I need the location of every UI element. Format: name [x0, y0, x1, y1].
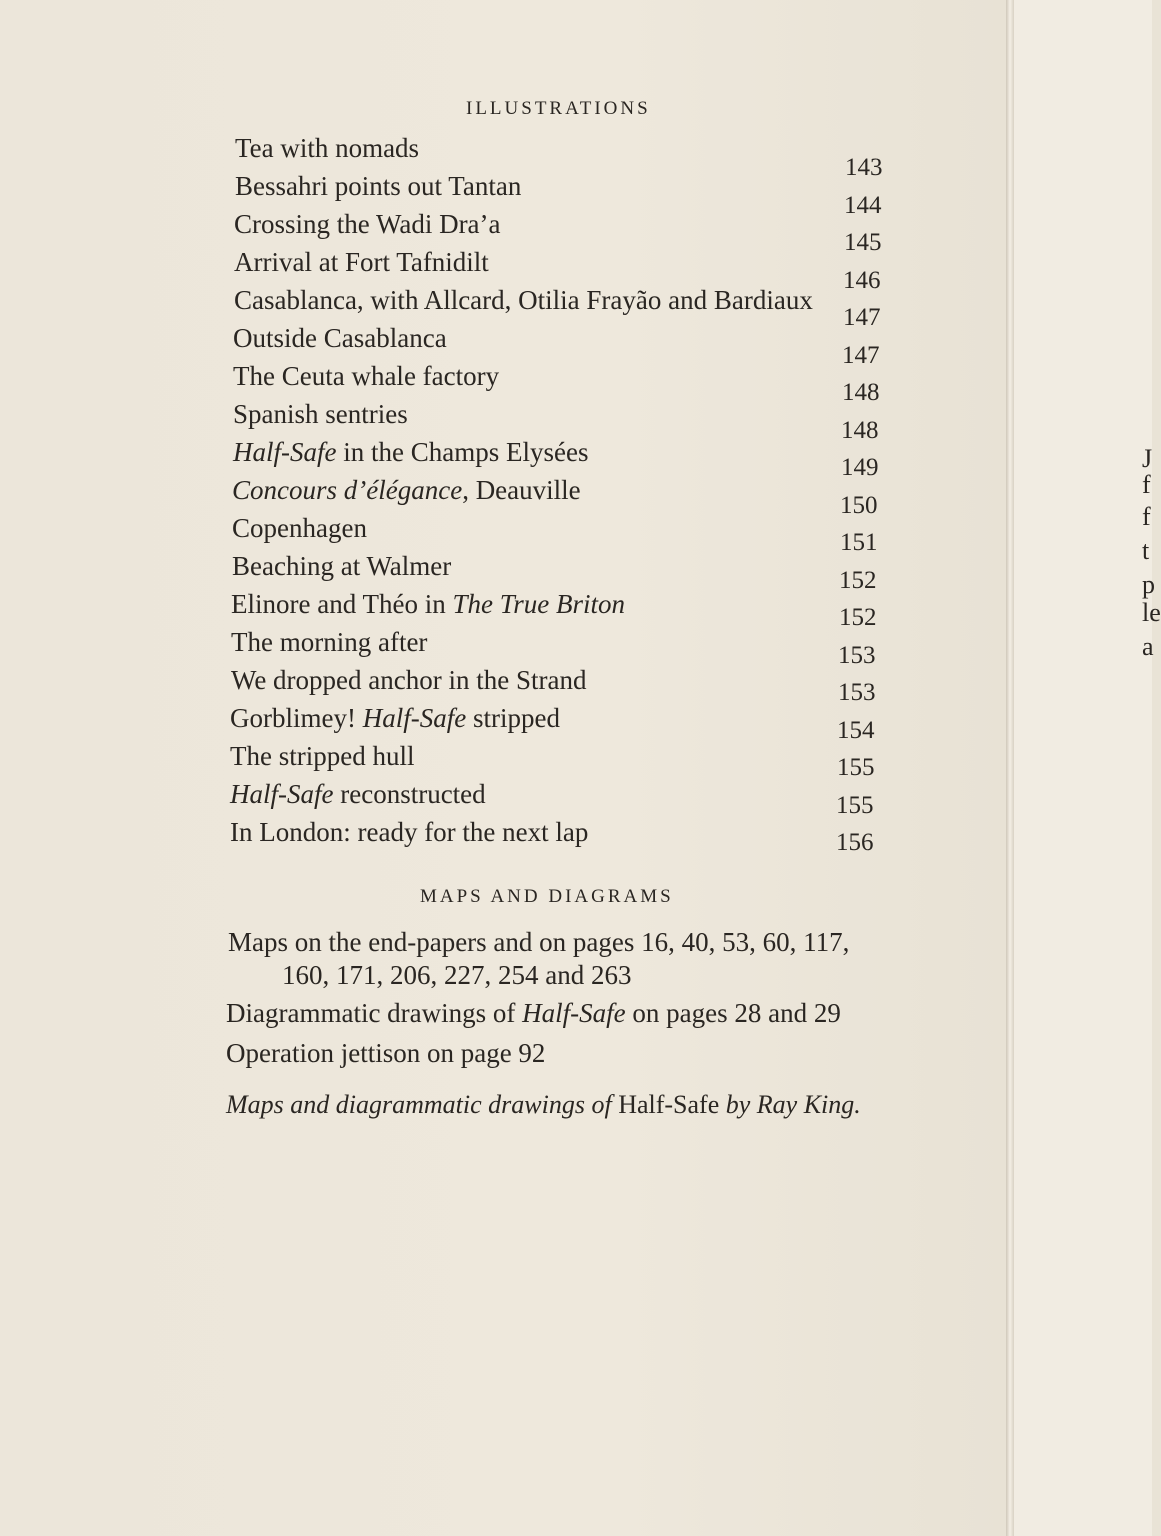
- page-edge: [1006, 0, 1014, 1536]
- illustration-page-number: 154: [837, 716, 875, 744]
- next-page-text-fragment: le: [1142, 598, 1161, 627]
- jettison-line: Operation jettison on page 92: [226, 1038, 546, 1068]
- title-segment: Outside Casablanca: [233, 323, 447, 353]
- next-page-text-fragment: f: [1142, 502, 1151, 531]
- illustration-page-number: 152: [839, 566, 877, 594]
- illustration-page-number: 149: [841, 454, 879, 481]
- illustration-page-number: 155: [837, 754, 875, 781]
- maps-credit: [226, 1090, 861, 1120]
- illustration-page-number: 148: [841, 416, 879, 444]
- maps-heading: MAPS AND DIAGRAMS: [420, 886, 674, 907]
- illustration-title: [235, 171, 521, 202]
- title-segment: in the Champs Elysées: [336, 437, 589, 467]
- illustration-title: [230, 779, 486, 810]
- illustration-title: [232, 551, 451, 582]
- next-page-text-fragment: f: [1142, 470, 1151, 499]
- illustration-page-number: 156: [836, 829, 874, 856]
- diagrams-line-pages: on pages 28 and 29: [625, 998, 841, 1028]
- italic-title-segment: The True Briton: [452, 589, 625, 619]
- illustration-page-number: 155: [836, 791, 874, 819]
- illustration-page-number: 152: [839, 604, 877, 631]
- credit-author: by Ray King.: [719, 1090, 861, 1119]
- illustration-page-number: 143: [845, 154, 883, 181]
- title-segment: Elinore and Théo in: [231, 589, 453, 619]
- next-page-text-fragment: a: [1142, 632, 1154, 661]
- maps-line-1-continued: 160, 171, 206, 227, 254 and 263: [282, 960, 632, 990]
- illustration-page-number: 147: [842, 341, 880, 369]
- italic-title-segment: Half-Safe: [233, 437, 337, 467]
- illustration-title: [233, 399, 408, 430]
- italic-title-segment: Half-Safe: [230, 779, 334, 809]
- illustration-page-number: 153: [838, 679, 876, 706]
- illustration-title: [235, 133, 419, 164]
- title-segment: Gorblimey!: [230, 703, 363, 733]
- title-segment: Bessahri points out Tantan: [235, 171, 522, 201]
- illustration-title: [233, 361, 499, 392]
- next-page-edge: [1014, 0, 1161, 1536]
- title-segment: Copenhagen: [232, 513, 367, 543]
- title-segment: Casablanca, with Allcard, Otilia Frayão and Bardiaux: [234, 285, 813, 315]
- illustration-page-number: 151: [840, 529, 878, 556]
- title-segment: In London: ready for the next lap: [230, 817, 589, 847]
- illustrations-heading: ILLUSTRATIONS: [466, 98, 651, 119]
- illustration-page-number: 153: [838, 641, 876, 669]
- title-segment: , Deauville: [462, 475, 581, 505]
- illustration-page-number: 146: [843, 266, 881, 294]
- illustration-title: [233, 437, 588, 468]
- italic-title-segment: Concours d’élégance: [232, 475, 463, 505]
- italic-title-segment: Half-Safe: [362, 703, 467, 733]
- illustration-title: [231, 627, 427, 658]
- illustration-title: [231, 665, 586, 696]
- next-page-text-fragment: J: [1142, 444, 1153, 473]
- next-page-text-fragment: t: [1142, 536, 1150, 565]
- illustration-title: [232, 475, 581, 506]
- title-segment: Beaching at Walmer: [232, 551, 452, 581]
- illustration-title: [230, 817, 588, 848]
- title-segment: The stripped hull: [230, 741, 415, 771]
- title-segment: The Ceuta whale factory: [233, 361, 500, 391]
- next-page-text-fragment: p: [1142, 570, 1155, 599]
- title-segment: We dropped anchor in the Strand: [231, 665, 587, 695]
- illustration-page-number: 150: [840, 491, 878, 519]
- title-segment: Tea with nomads: [235, 133, 420, 163]
- illustration-title: [231, 589, 625, 620]
- illustration-title: [230, 741, 414, 772]
- illustration-page-number: 148: [842, 379, 880, 406]
- illustration-title: [234, 285, 813, 316]
- illustration-title: [234, 247, 489, 278]
- credit-text: Maps and diagrammatic drawings of: [226, 1090, 619, 1119]
- illustration-title: [232, 513, 367, 544]
- illustration-title: [233, 323, 447, 354]
- title-segment: Crossing the Wadi Dra’a: [234, 209, 501, 239]
- title-segment: Arrival at Fort Tafnidilt: [234, 247, 489, 277]
- diagrams-line-boat-name: Half-Safe: [522, 998, 626, 1028]
- maps-line-1: Maps on the end-papers and on pages 16, 40, 53, 60, 117,: [228, 927, 850, 957]
- title-segment: reconstructed: [333, 779, 486, 809]
- title-segment: Spanish sentries: [233, 399, 408, 429]
- illustration-page-number: 145: [844, 229, 882, 256]
- title-segment: stripped: [466, 703, 560, 733]
- illustration-page-number: 144: [844, 191, 882, 219]
- credit-boat-name: Half-Safe: [618, 1090, 720, 1119]
- diagrams-line: [226, 998, 841, 1029]
- illustration-title: [234, 209, 501, 240]
- title-segment: The morning after: [231, 627, 428, 657]
- illustration-title: [230, 703, 560, 734]
- diagrams-line-text: Diagrammatic drawings of: [226, 998, 523, 1028]
- illustration-page-number: 147: [843, 304, 881, 331]
